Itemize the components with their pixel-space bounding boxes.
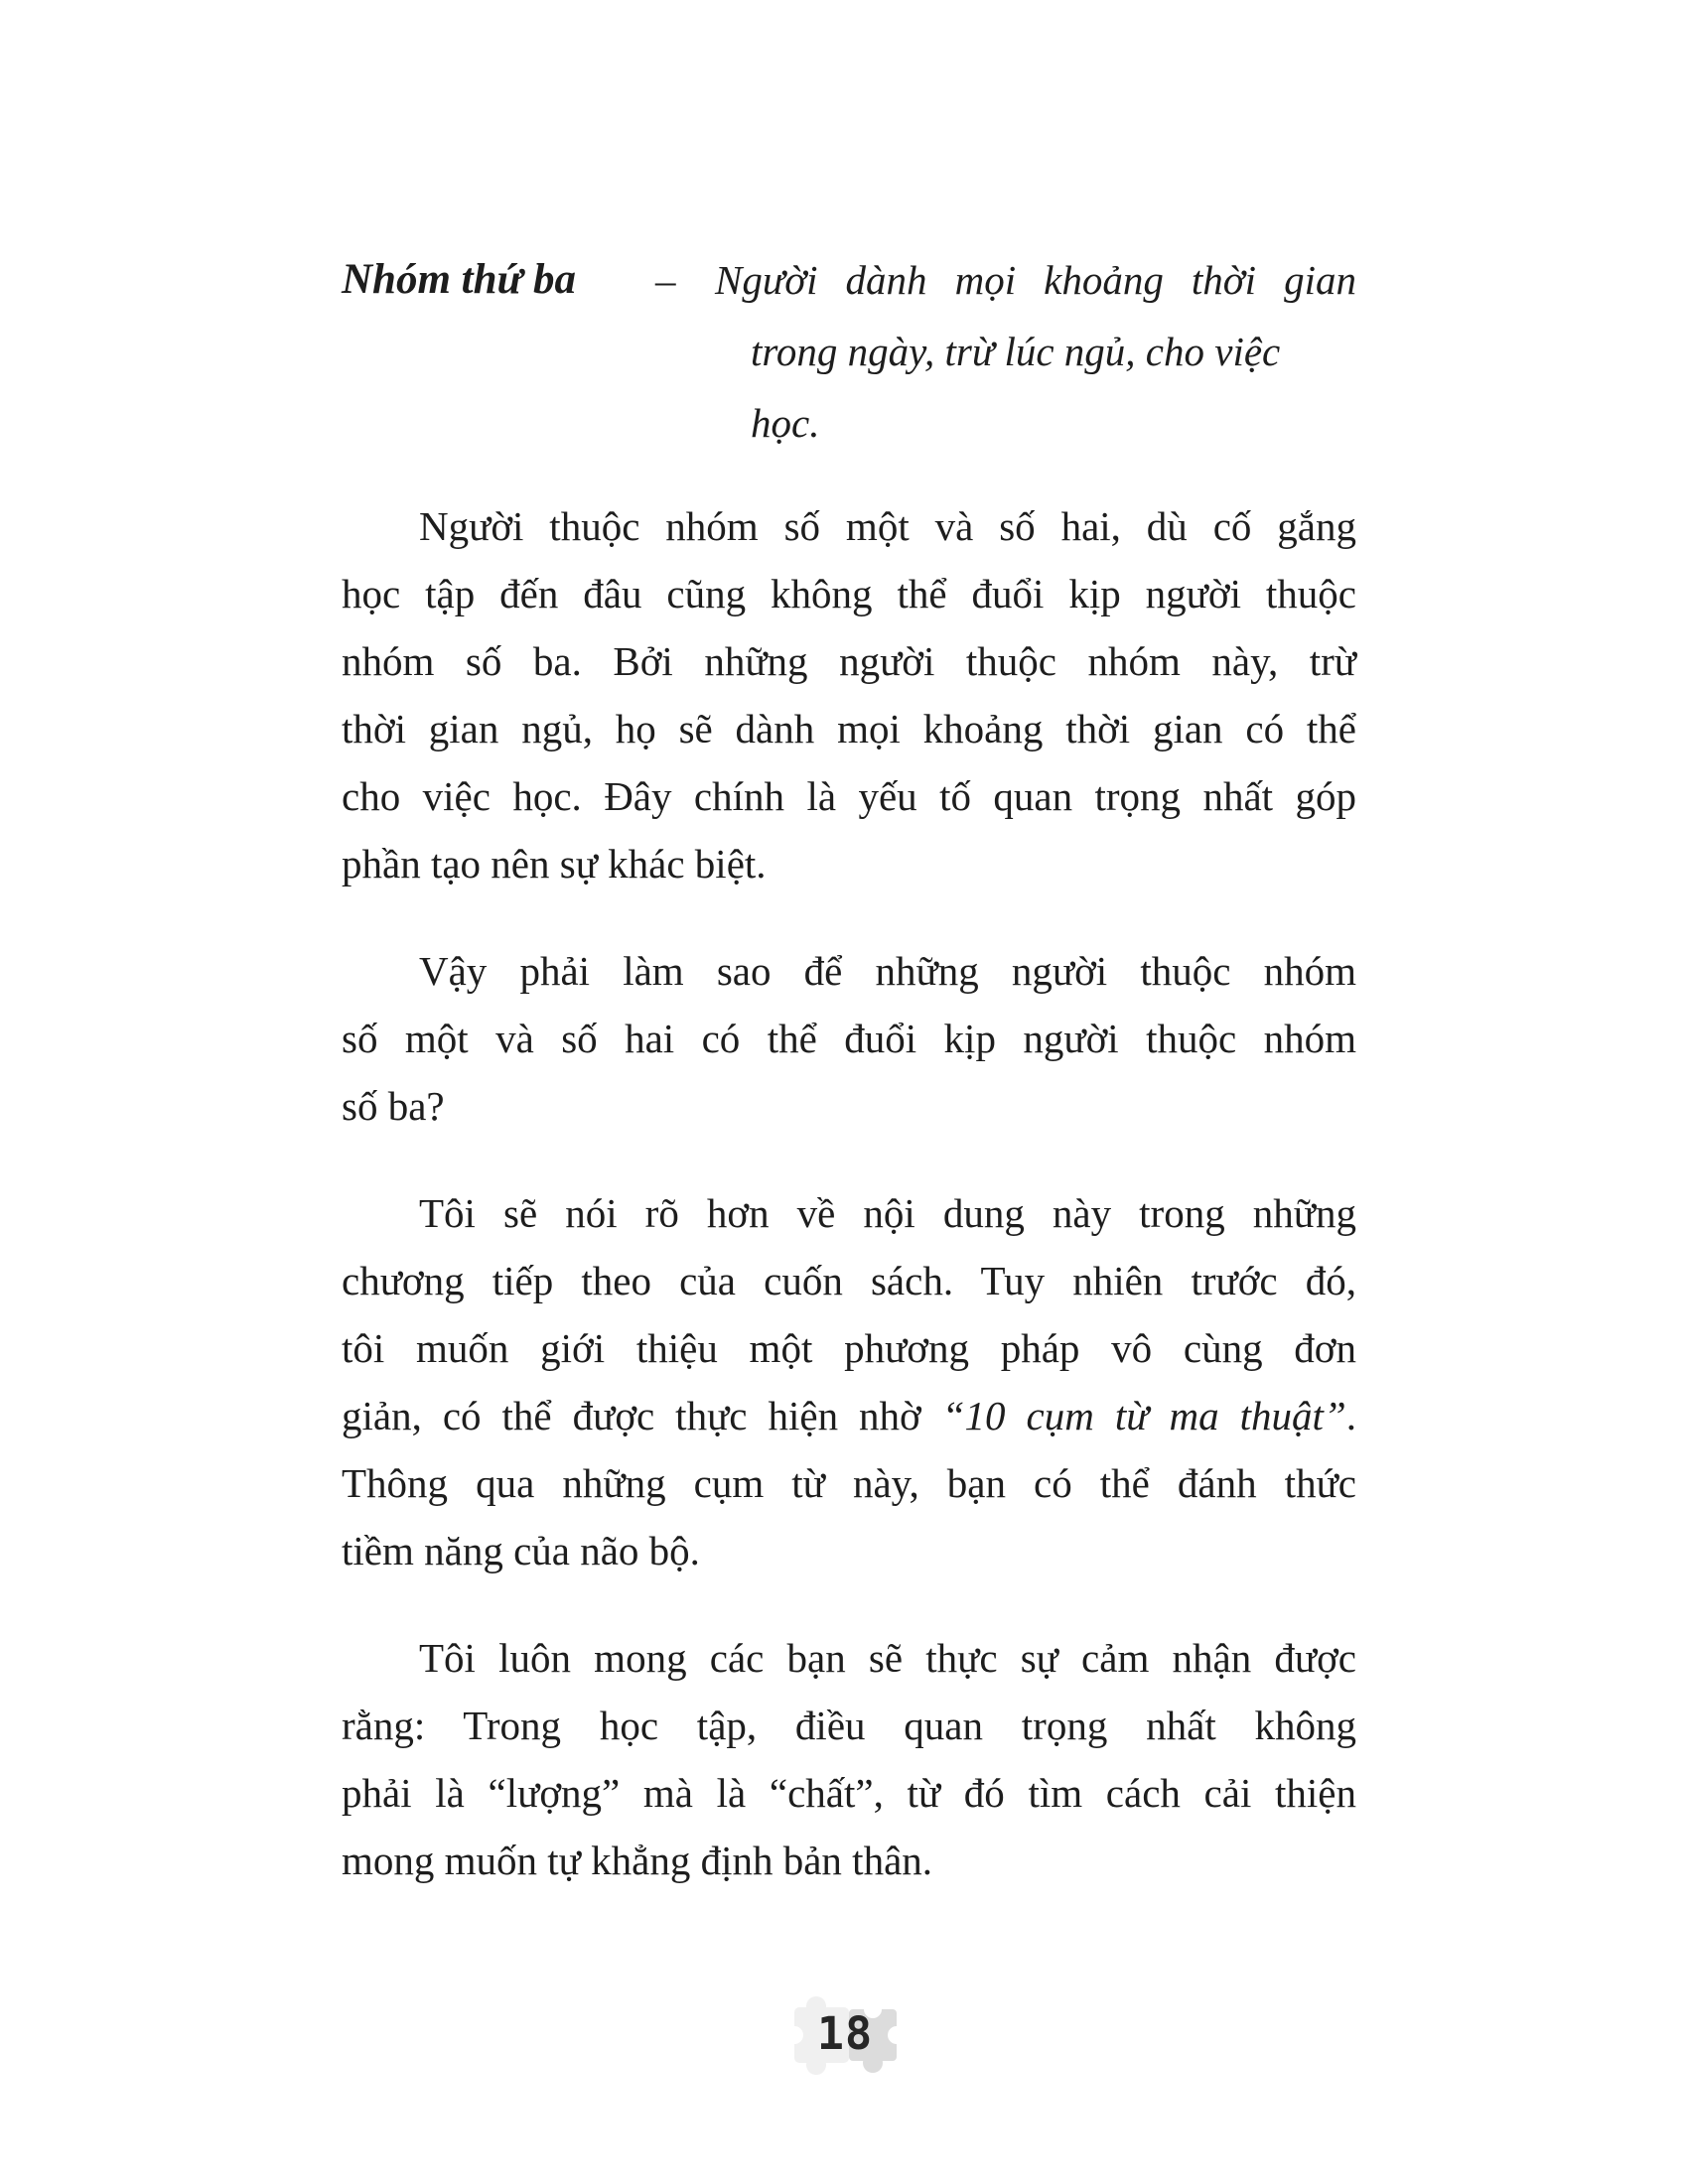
text-segment: phải là “lượng” mà là “chất”, từ đó tìm cách cải thiện xyxy=(342,1770,1356,1816)
text-segment: số ba? xyxy=(342,1083,445,1129)
text-line xyxy=(342,1449,1356,1517)
paragraph xyxy=(342,492,1356,897)
text-segment: tiềm năng của não bộ. xyxy=(342,1528,700,1573)
group-description-line: trong ngày, trừ lúc ngủ, cho việc học. xyxy=(751,329,1281,446)
text-line xyxy=(342,1247,1356,1314)
italic-phrase: “10 cụm từ ma thuật” xyxy=(941,1393,1346,1438)
text-segment: Thông qua những cụm từ này, bạn có thể đánh thức xyxy=(342,1460,1356,1506)
text-segment: Tôi sẽ nói rõ hơn về nội dung này trong những xyxy=(419,1190,1356,1236)
text-line xyxy=(342,1072,1356,1140)
text-line xyxy=(342,1179,1356,1247)
text-segment: rằng: Trong học tập, điều quan trọng nhất không xyxy=(342,1703,1356,1748)
text-line xyxy=(342,1005,1356,1072)
text-segment: thời gian ngủ, họ sẽ dành mọi khoảng thời gian có thể xyxy=(342,706,1356,751)
text-segment: tôi muốn giới thiệu một phương pháp vô cùng đơn xyxy=(342,1325,1356,1371)
text-segment: cho việc học. Đây chính là yếu tố quan trọng nhất góp xyxy=(342,773,1356,819)
paragraph xyxy=(342,1179,1356,1584)
group-description-line: Người dành mọi khoảng thời gian xyxy=(715,257,1356,303)
page-content xyxy=(342,244,1356,1894)
page-number: 18 xyxy=(816,2007,874,2060)
group-label: Nhóm thứ ba xyxy=(342,256,577,303)
body-paragraphs xyxy=(342,492,1356,1894)
text-segment: nhóm số ba. Bởi những người thuộc nhóm này, trừ xyxy=(342,638,1356,684)
text-line xyxy=(342,560,1356,627)
text-line xyxy=(342,1827,1356,1894)
text-line xyxy=(342,1759,1356,1827)
text-line xyxy=(342,1382,1356,1449)
dash-separator: – xyxy=(655,257,676,303)
text-segment: học tập đến đâu cũng không thể đuổi kịp người thuộc xyxy=(342,571,1356,616)
group-definition xyxy=(342,244,1356,459)
text-line xyxy=(342,1692,1356,1759)
paragraph xyxy=(342,937,1356,1140)
group-description xyxy=(715,244,1356,459)
text-line xyxy=(342,762,1356,830)
text-segment: giản, có thể được thực hiện nhờ xyxy=(342,1393,942,1438)
text-line xyxy=(342,1624,1356,1692)
text-line xyxy=(342,830,1356,897)
text-line xyxy=(342,627,1356,695)
text-line xyxy=(342,1517,1356,1584)
text-line xyxy=(342,492,1356,560)
text-segment: số một và số hai có thể đuổi kịp người thuộc nhóm xyxy=(342,1016,1356,1061)
text-line xyxy=(342,695,1356,762)
text-segment: Tôi luôn mong các bạn sẽ thực sự cảm nhận được xyxy=(419,1635,1356,1681)
text-line xyxy=(342,937,1356,1005)
paragraph xyxy=(342,1624,1356,1894)
text-segment: . xyxy=(1345,1393,1356,1438)
text-segment: mong muốn tự khẳng định bản thân. xyxy=(342,1838,933,1883)
text-line xyxy=(342,1314,1356,1382)
text-segment: Người thuộc nhóm số một và số hai, dù cố gắng xyxy=(419,503,1356,549)
text-segment: phần tạo nên sự khác biệt. xyxy=(342,841,767,887)
text-segment: Vậy phải làm sao để những người thuộc nhóm xyxy=(419,948,1356,994)
text-segment: chương tiếp theo của cuốn sách. Tuy nhiên trước đó, xyxy=(342,1258,1356,1303)
